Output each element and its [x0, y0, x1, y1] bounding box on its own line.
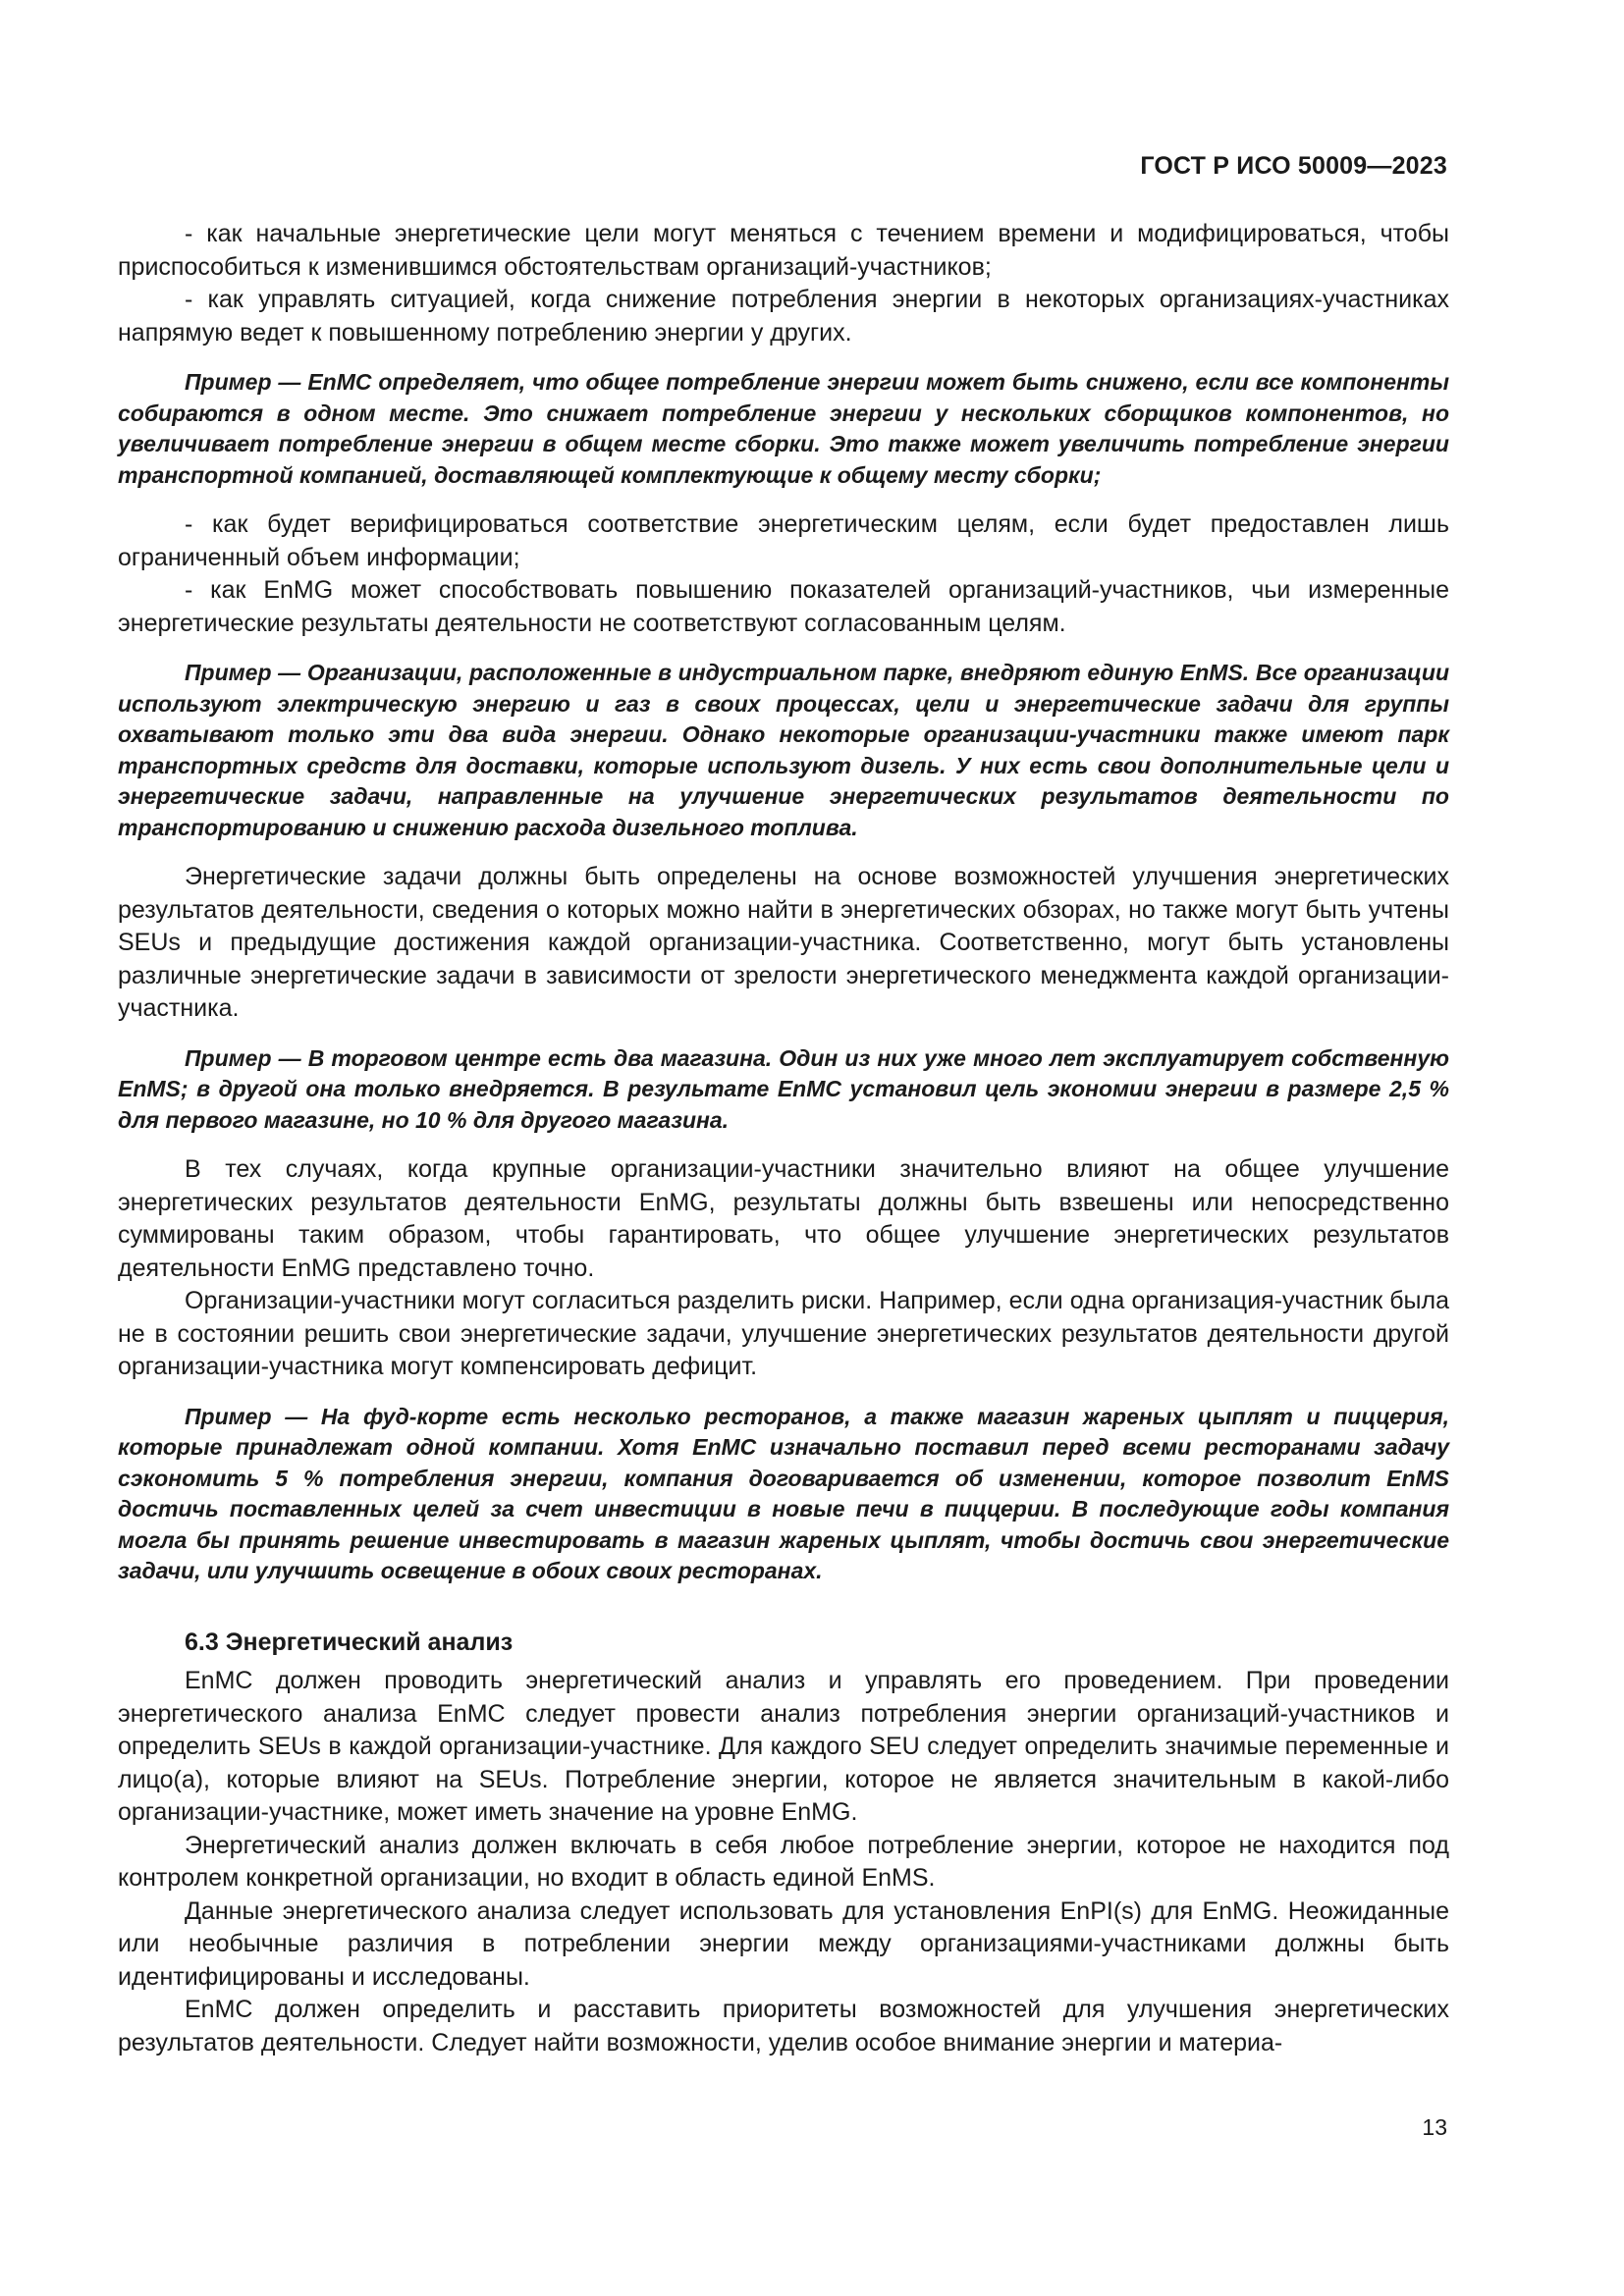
- standard-header: ГОСТ Р ИСО 50009—2023: [1140, 152, 1447, 180]
- paragraph-weighted-results: В тех случаях, когда крупные организации-участники значительно влияют на общее улучшение энергетических результатов деятельности EnMG, результаты должны быть взвешены или непосредственно суммированы таким образом, чтобы гарантировать, что общее улучшение энергетических результатов деятельности EnMG представлено точно.: [118, 1155, 1449, 1282]
- paragraph-review-scope: Энергетический анализ должен включать в себя любое потребление энергии, которое не находится под контролем конкретной организации, но входит в область единой EnMS.: [118, 1831, 1449, 1892]
- paragraph-enmc-review: EnMC должен проводить энергетический анализ и управлять его проведением. При проведении энергетического анализа EnMC следует провести анализ потребления энергии организаций-участников и определить SEUs в каждой организации-участнике. Для каждого SEU следует определить значимые переменные и лицо(а), которые влияют на SEUs. Потребление энергии, которое не является значительным в какой-либо организации-участнике, может иметь значение на уровне EnMG.: [118, 1667, 1449, 1826]
- section-heading-energy-review: 6.3 Энергетический анализ: [185, 1628, 514, 1656]
- list-item-performance-support: - как EnMG может способствовать повышению показателей организаций-участников, чьи измеренные энергетические результаты деятельности не соответствуют согласованным целям.: [118, 576, 1449, 637]
- paragraph-shared-risks: Организации-участники могут согласиться разделить риски. Например, если одна организация-участник была не в состоянии решить свои энергетические задачи, улучшение энергетических результатов деятельности другой организации-участника могут компенсировать дефицит.: [118, 1287, 1449, 1380]
- paragraph-review-data: Данные энергетического анализа следует использовать для установления EnPI(s) для EnMG. Неожиданные или необычные различия в потреблении энергии между организациями-участниками должны быть идентифицированы и исследованы.: [118, 1896, 1449, 1991]
- example-industrial-park: Пример — Организации, расположенные в индустриальном парке, внедряют единую EnMS. Все организации используют электрическую энергию и газ в своих процессах, цели и энергетические задачи для группы охватывают только эти два вида энергии. Однако некоторые организации-участники также имеют парк транспортных средств для доставки, которые используют дизель. У них есть свои дополнительные цели и энергетические задачи, направленные на улучшение энергетических результатов деятельности по транспортированию и снижению расхода дизельного топлива.: [118, 660, 1449, 840]
- example-shopping-center: Пример — В торговом центре есть два магазина. Один из них уже много лет эксплуатирует собственную EnMS; в другой она только внедряется. В результате EnMC установил цель экономии энергии в размере 2,5 % для первого магазине, но 10 % для другого магазина.: [118, 1044, 1449, 1133]
- example-assembly: Пример — EnMC определяет, что общее потребление энергии может быть снижено, если все компоненты собираются в одном месте. Это снижает потребление энергии у нескольких сборщиков компонентов, но увеличивает потребление энергии в общем месте сборки. Это также может увеличить потребление энергии транспортной компанией, доставляющей комплектующие к общему месту сборки;: [118, 369, 1449, 488]
- paragraph-energy-targets: Энергетические задачи должны быть определены на основе возможностей улучшения энергетических результатов деятельности, сведения о которых можно найти в энергетических обзорах, но также могут быть учтены SEUs и предыдущие достижения каждой организации-участника. Соответственно, могут быть установлены различные энергетические задачи в зависимости от зрелости энергетического менеджмента каждой организации-участника.: [118, 863, 1449, 1022]
- list-item-consumption-shift: - как управлять ситуацией, когда снижение потребления энергии в некоторых организациях-участниках напрямую ведет к повышенному потреблению энергии у других.: [118, 286, 1449, 347]
- page-number: 13: [1422, 2114, 1447, 2140]
- example-food-court: Пример — На фуд-корте есть несколько ресторанов, а также магазин жареных цыплят и пиццерия, которые принадлежат одной компании. Хотя EnMC изначально поставил перед всеми ресторанами задачу сэкономить 5 % потребления энергии, компания договаривается об изменении, которое позволит EnMS достичь поставленных целей за счет инвестиции в новые печи в пиццерии. В последующие годы компания могла бы принять решение инвестировать в магазин жареных цыплят, чтобы достичь свои энергетические задачи, или улучшить освещение в обоих своих ресторанах.: [118, 1403, 1449, 1583]
- paragraph-opportunities: EnMC должен определить и расставить приоритеты возможностей для улучшения энергетических результатов деятельности. Следует найти возможности, уделив особое внимание энергии и материа-: [118, 1996, 1449, 2056]
- list-item-targets-change: - как начальные энергетические цели могут меняться с течением времени и модифицироваться, чтобы приспособиться к изменившимся обстоятельствам организаций-участников;: [118, 220, 1449, 281]
- list-item-verification: - как будет верифицироваться соответствие энергетическим целям, если будет предоставлен лишь ограниченный объем информации;: [118, 510, 1449, 571]
- page-content: [118, 218, 1449, 2059]
